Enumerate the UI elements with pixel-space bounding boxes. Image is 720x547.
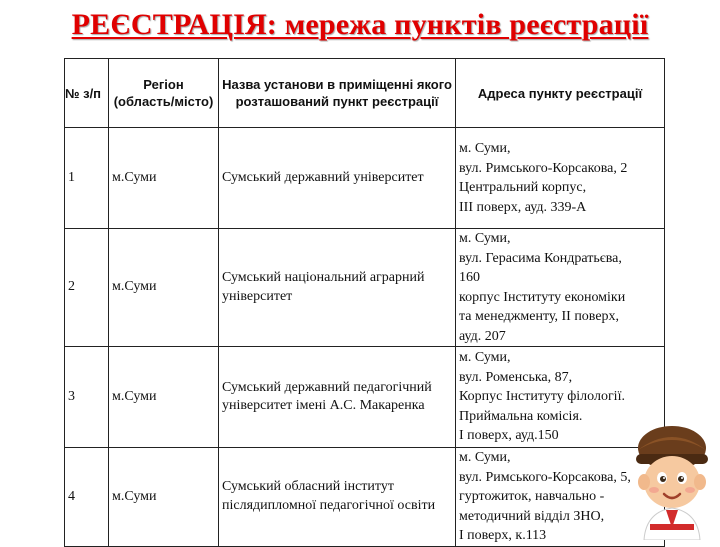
row-region: м.Суми <box>109 347 219 448</box>
address-line: І поверх, ауд.150 <box>459 428 559 444</box>
header-number: № з/п <box>65 59 109 128</box>
address-line: м. Суми, <box>459 141 511 156</box>
address-line: вул. Роменська, 87, <box>459 369 573 385</box>
address-line: вул. Римського-Корсакова, 2 <box>459 160 628 176</box>
address-line: гуртожиток, навчально - <box>459 489 605 504</box>
address-line: вул. Герасима Кондратьєва, <box>459 250 622 266</box>
row-institution: Сумський державний університет <box>219 128 456 229</box>
registration-table <box>64 58 665 547</box>
table-row <box>65 448 665 547</box>
row-institution: Сумський національний аграрний університет <box>219 229 456 347</box>
address-line: ауд. 207 <box>459 328 506 344</box>
page-title: РЕЄСТРАЦІЯ: мережа пунктів реєстрації <box>71 8 649 41</box>
row-number: 2 <box>65 229 109 347</box>
address-line: м. Суми, <box>459 231 511 246</box>
address-line: ІІІ поверх, ауд. 339-А <box>459 199 587 215</box>
row-institution: Сумський державний педагогічний університет імені А.С. Макаренка <box>219 347 456 448</box>
address-line: Приймальна комісія. <box>459 408 583 424</box>
row-institution: Сумський обласний інститут післядипломної педагогічної освіти <box>219 448 456 547</box>
address-line: І поверх, к.113 <box>459 528 547 543</box>
row-region: м.Суми <box>109 448 219 547</box>
header-institution: Назва установи в приміщенні якого розташований пункт реєстрації <box>219 59 456 128</box>
row-number: 1 <box>65 128 109 229</box>
table-header-row <box>65 59 665 128</box>
header-region: Регіон (область/місто) <box>109 59 219 128</box>
header-address: Адреса пункту реєстрації <box>456 59 665 128</box>
address-line: корпус Інституту економіки <box>459 289 626 305</box>
table-row <box>65 229 665 347</box>
cossack-boy-mascot-icon <box>620 420 720 540</box>
row-number: 3 <box>65 347 109 448</box>
table-row <box>65 128 665 229</box>
address-line: та менеджменту, ІІ поверх, <box>459 309 620 324</box>
table-row <box>65 347 665 448</box>
address-line: вул. Римського-Корсакова, 5, <box>459 469 631 485</box>
address-line: м. Суми, <box>459 450 511 465</box>
address-line: 160 <box>459 270 480 285</box>
row-address <box>456 229 665 347</box>
row-address <box>456 128 665 229</box>
address-line: м. Суми, <box>459 350 511 366</box>
address-line: Центральний корпус, <box>459 180 587 195</box>
row-number: 4 <box>65 448 109 547</box>
row-region: м.Суми <box>109 128 219 229</box>
row-region: м.Суми <box>109 229 219 347</box>
address-line: методичний відділ ЗНО, <box>459 508 605 524</box>
address-line: Корпус Інституту філології. <box>459 389 625 405</box>
